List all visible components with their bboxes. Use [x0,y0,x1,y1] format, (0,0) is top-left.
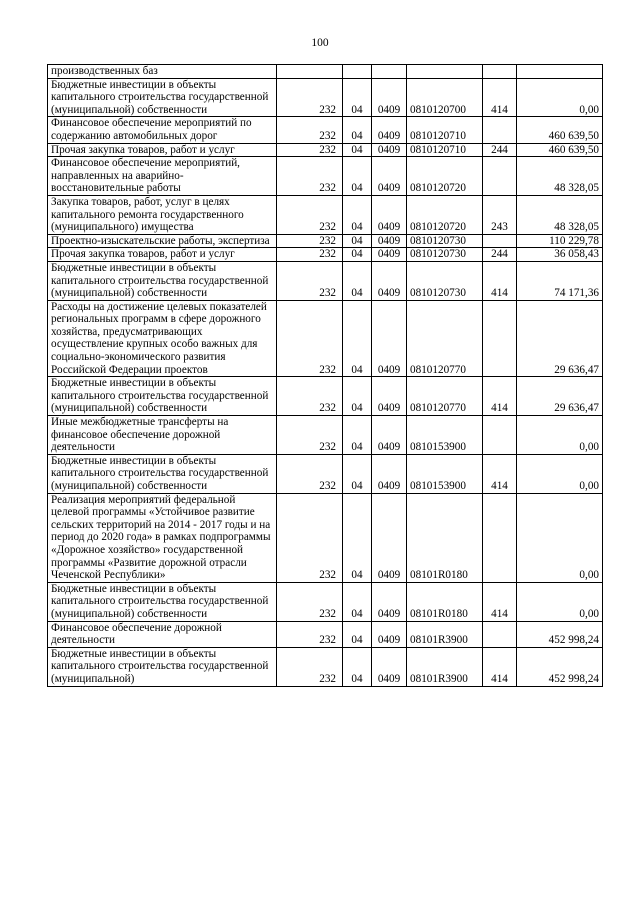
row-amount: 74 171,36 [517,261,603,300]
row-grbs: 232 [277,621,343,647]
row-name: Бюджетные инвестиции в объекты капитального строительства государственной (муниципальной) собственности [48,261,277,300]
table-row [48,234,603,248]
row-subsection: 0409 [372,621,407,647]
table-row [48,621,603,647]
row-section: 04 [343,248,372,262]
row-expense-type: 414 [483,647,517,686]
row-expense-type [483,234,517,248]
row-grbs: 232 [277,117,343,143]
table-row [48,157,603,196]
row-grbs: 232 [277,248,343,262]
table-row [48,65,603,79]
row-expense-type: 414 [483,454,517,493]
row-target-article: 0810153900 [407,454,483,493]
row-name: Иные межбюджетные трансферты на финансовое обеспечение дорожной деятельности [48,416,277,455]
row-grbs: 232 [277,78,343,117]
row-name: Прочая закупка товаров, работ и услуг [48,248,277,262]
row-subsection: 0409 [372,78,407,117]
row-amount: 0,00 [517,454,603,493]
row-name: Финансовое обеспечение мероприятий, направленных на аварийно-восстановительные работы [48,157,277,196]
row-target-article: 0810120710 [407,143,483,157]
row-target-article: 0810120730 [407,248,483,262]
row-amount: 48 328,05 [517,195,603,234]
row-grbs: 232 [277,454,343,493]
row-target-article: 0810120730 [407,234,483,248]
row-amount [517,65,603,79]
row-expense-type [483,300,517,377]
row-amount: 48 328,05 [517,157,603,196]
row-subsection: 0409 [372,300,407,377]
row-amount: 29 636,47 [517,377,603,416]
row-subsection: 0409 [372,234,407,248]
table-row [48,78,603,117]
table-row [48,261,603,300]
table-row [48,117,603,143]
row-amount: 460 639,50 [517,143,603,157]
table-row [48,582,603,621]
row-grbs: 232 [277,157,343,196]
table-row [48,416,603,455]
table-row [48,493,603,582]
row-target-article: 0810120720 [407,195,483,234]
row-name: Реализация мероприятий федеральной целевой программы «Устойчивое развитие сельских территорий на 2014 - 2017 годы и на период до 2020 года» в рамках подпрограммы «Дорожное хозяйство» государственной программы «Развитие дорожной отрасли Чеченской Республики» [48,493,277,582]
row-target-article: 0810120700 [407,78,483,117]
row-expense-type: 414 [483,377,517,416]
row-grbs [277,65,343,79]
row-section: 04 [343,454,372,493]
row-expense-type [483,493,517,582]
row-name: Бюджетные инвестиции в объекты капитального строительства государственной (муниципальной) собственности [48,78,277,117]
row-section: 04 [343,493,372,582]
row-expense-type: 244 [483,248,517,262]
row-section: 04 [343,117,372,143]
row-section: 04 [343,621,372,647]
row-section: 04 [343,261,372,300]
row-expense-type: 414 [483,78,517,117]
row-subsection: 0409 [372,416,407,455]
row-subsection: 0409 [372,582,407,621]
row-subsection: 0409 [372,117,407,143]
row-grbs: 232 [277,493,343,582]
row-target-article: 0810120730 [407,261,483,300]
table-row [48,377,603,416]
row-subsection: 0409 [372,143,407,157]
row-subsection: 0409 [372,195,407,234]
row-expense-type [483,65,517,79]
row-amount: 36 058,43 [517,248,603,262]
row-target-article [407,65,483,79]
row-amount: 110 229,78 [517,234,603,248]
row-name: Бюджетные инвестиции в объекты капитального строительства государственной (муниципальной) [48,647,277,686]
row-section: 04 [343,582,372,621]
row-grbs: 232 [277,647,343,686]
row-name: Закупка товаров, работ, услуг в целях капитального ремонта государственного (муниципального) имущества [48,195,277,234]
table-row [48,248,603,262]
row-name: Проектно-изыскательские работы, экспертиза [48,234,277,248]
row-subsection: 0409 [372,647,407,686]
row-subsection: 0409 [372,493,407,582]
row-expense-type: 414 [483,582,517,621]
row-amount: 460 639,50 [517,117,603,143]
row-target-article: 0810120710 [407,117,483,143]
row-name: Финансовое обеспечение дорожной деятельности [48,621,277,647]
row-expense-type [483,117,517,143]
row-subsection [372,65,407,79]
budget-table [47,64,603,687]
page-number: 100 [311,37,329,49]
row-expense-type [483,621,517,647]
row-grbs: 232 [277,261,343,300]
row-name: Бюджетные инвестиции в объекты капитального строительства государственной (муниципальной) собственности [48,377,277,416]
row-name: Бюджетные инвестиции в объекты капитального строительства государственной (муниципальной) собственности [48,582,277,621]
row-subsection: 0409 [372,248,407,262]
row-expense-type [483,416,517,455]
row-section: 04 [343,647,372,686]
row-section: 04 [343,143,372,157]
row-target-article: 08101R0180 [407,582,483,621]
row-expense-type [483,157,517,196]
row-grbs: 232 [277,582,343,621]
row-amount: 0,00 [517,493,603,582]
row-section: 04 [343,234,372,248]
row-subsection: 0409 [372,377,407,416]
table-row [48,647,603,686]
row-amount: 0,00 [517,416,603,455]
table-row [48,300,603,377]
row-section [343,65,372,79]
row-expense-type: 414 [483,261,517,300]
row-target-article: 08101R3900 [407,647,483,686]
row-name: Расходы на достижение целевых показателей региональных программ в сфере дорожного хозяйства, предусматривающих осуществление крупных особо важных для социально-экономического развития Российской Федерации проектов [48,300,277,377]
row-name: Прочая закупка товаров, работ и услуг [48,143,277,157]
row-grbs: 232 [277,416,343,455]
row-section: 04 [343,300,372,377]
row-subsection: 0409 [372,261,407,300]
row-target-article: 0810120770 [407,300,483,377]
row-section: 04 [343,157,372,196]
row-amount: 0,00 [517,582,603,621]
row-expense-type: 243 [483,195,517,234]
row-name: производственных баз [48,65,277,79]
row-grbs: 232 [277,234,343,248]
table-row [48,195,603,234]
row-section: 04 [343,78,372,117]
row-target-article: 08101R0180 [407,493,483,582]
row-subsection: 0409 [372,454,407,493]
row-grbs: 232 [277,143,343,157]
row-amount: 0,00 [517,78,603,117]
row-section: 04 [343,416,372,455]
row-grbs: 232 [277,377,343,416]
row-section: 04 [343,195,372,234]
table-row [48,454,603,493]
row-target-article: 0810153900 [407,416,483,455]
row-subsection: 0409 [372,157,407,196]
row-target-article: 08101R3900 [407,621,483,647]
row-target-article: 0810120770 [407,377,483,416]
row-grbs: 232 [277,195,343,234]
row-amount: 29 636,47 [517,300,603,377]
row-target-article: 0810120720 [407,157,483,196]
row-name: Финансовое обеспечение мероприятий по содержанию автомобильных дорог [48,117,277,143]
row-amount: 452 998,24 [517,621,603,647]
row-section: 04 [343,377,372,416]
row-name: Бюджетные инвестиции в объекты капитального строительства государственной (муниципальной) собственности [48,454,277,493]
row-expense-type: 244 [483,143,517,157]
table-body [48,65,603,687]
table-row [48,143,603,157]
row-amount: 452 998,24 [517,647,603,686]
row-grbs: 232 [277,300,343,377]
